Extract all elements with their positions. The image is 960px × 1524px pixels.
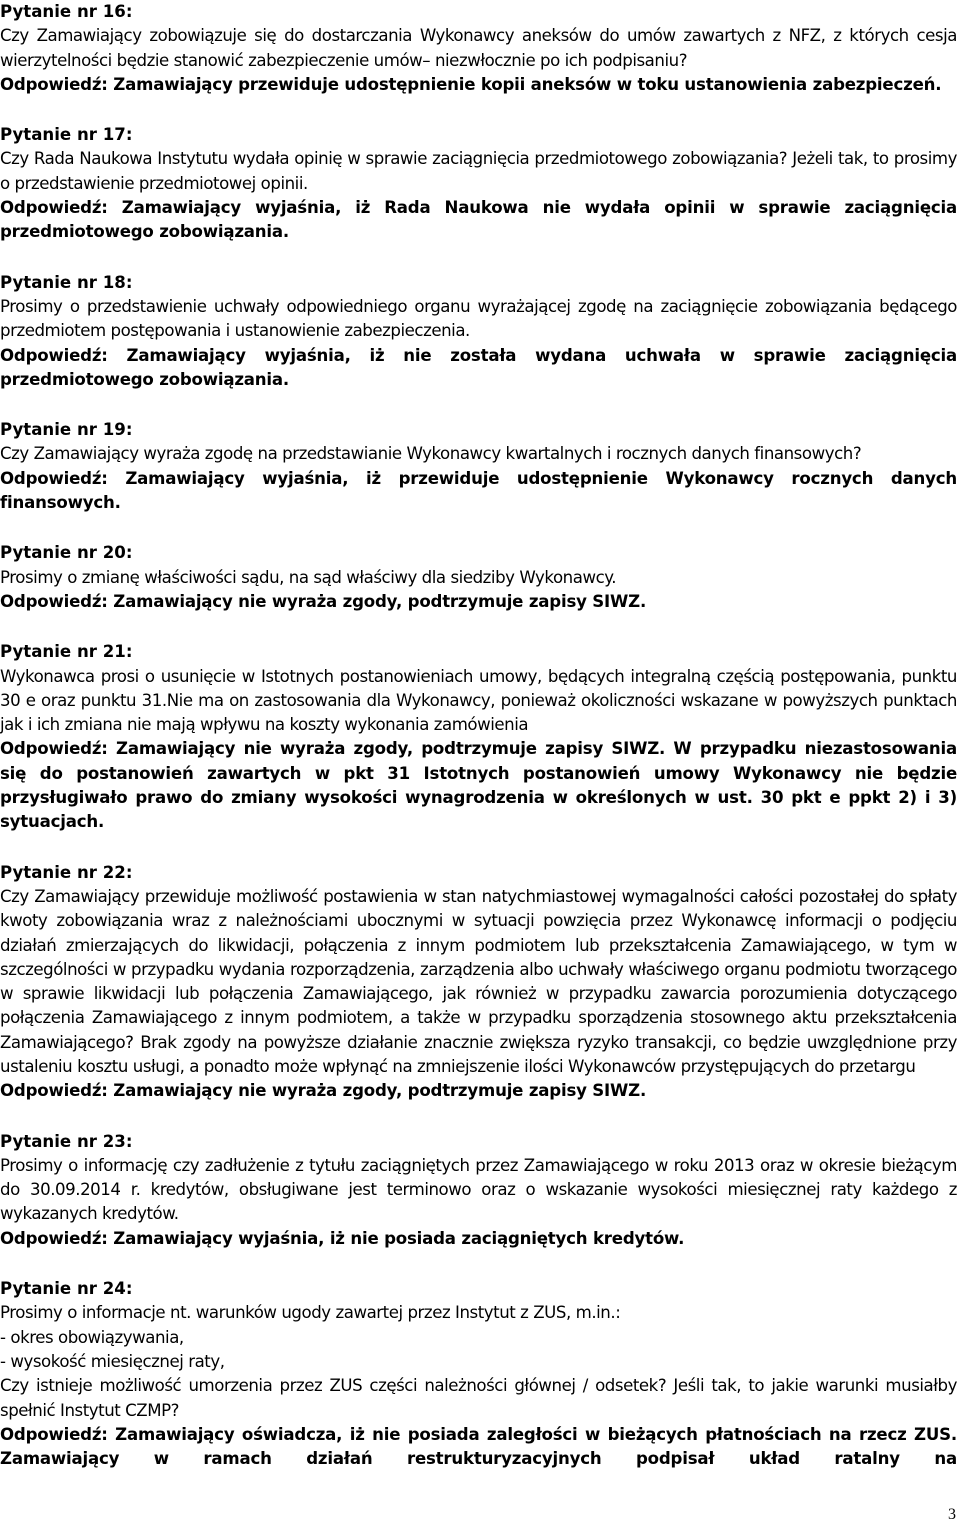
- answer-text: Odpowiedź: Zamawiający oświadcza, iż nie posiada zaległości w bieżących płatnościach na rzecz ZUS. Zamawiający w ramach działań restrukturyzacyjnych podpisał układ ratalny na: [0, 1424, 957, 1469]
- question-block-16: [0, 0, 957, 97]
- question-title: Pytanie nr 16:: [0, 2, 133, 21]
- question-block-17: [0, 123, 957, 244]
- answer-text: Odpowiedź: Zamawiający nie wyraża zgody, podtrzymuje zapisy SIWZ.: [0, 1081, 647, 1101]
- question-text: Prosimy o zmianę właściwości sądu, na sąd właściwy dla siedziby Wykonawcy.: [0, 567, 617, 587]
- question-block-18: [0, 271, 957, 392]
- page-number: 3: [948, 1506, 956, 1523]
- question-title: Pytanie nr 19:: [0, 420, 133, 440]
- question-title: Pytanie nr 18:: [0, 272, 133, 292]
- question-block-19: [0, 418, 957, 515]
- question-block-22: [0, 861, 957, 1104]
- question-title: Pytanie nr 17:: [0, 125, 133, 145]
- answer-text: Odpowiedź: Zamawiający wyjaśnia, iż przewiduje udostępnienie Wykonawcy rocznych danych finansowych.: [0, 468, 957, 513]
- answer-text: Odpowiedź: Zamawiający wyjaśnia, iż Rada Naukowa nie wydała opinii w sprawie zaciągnięcia przedmiotowego zobowiązania.: [0, 198, 957, 242]
- answer-text: Odpowiedź: Zamawiający wyjaśnia, iż nie posiada zaciągniętych kredytów.: [0, 1228, 685, 1248]
- question-text: Wykonawca prosi o usunięcie w Istotnych postanowieniach umowy, będących integralną częścią postępowania, punktu 30 e oraz punktu 31.Nie ma on zastosowania dla Wykonawcy, ponieważ okoliczności wskazane w powyższych punktach jak i ich zmiana nie mają wpływu na koszty wykonania zamówienia: [0, 666, 957, 735]
- question-block-20: [0, 541, 957, 614]
- question-list-item: - okres obowiązywania,: [0, 1327, 184, 1347]
- question-text: Czy istnieje możliwość umorzenia przez ZUS części należności głównej / odsetek? Jeśli tak, to jakie warunki musiałby spełnić Instytut CZMP?: [0, 1376, 957, 1420]
- question-list-item: - wysokość miesięcznej raty,: [0, 1351, 225, 1371]
- question-text: Czy Zamawiający wyraża zgodę na przedstawianie Wykonawcy kwartalnych i rocznych danych finansowych?: [0, 444, 862, 464]
- question-title: Pytanie nr 20:: [0, 543, 133, 563]
- question-title: Pytanie nr 21:: [0, 642, 133, 662]
- question-text: Czy Zamawiający zobowiązuje się do dostarczania Wykonawcy aneksów do umów zawartych z NFZ, z których cesja wierzytelności będzie stanowić zabezpieczenie umów– niezwłocznie po ich podpisaniu?: [0, 26, 957, 70]
- answer-text: Odpowiedź: Zamawiający nie wyraża zgody, podtrzymuje zapisy SIWZ. W przypadku niezastosowania się do postanowień zawartych w pkt 31 Istotnych postanowień umowy Wykonawcy nie będzie przysługiwało prawo do zmiany wysokości wynagrodzenia w określonych w ust. 30 pkt e ppkt 2) i 3) sytuacjach.: [0, 739, 957, 832]
- answer-text: Odpowiedź: Zamawiający wyjaśnia, iż nie została wydana uchwała w sprawie zaciągnięcia przedmiotowego zobowiązania.: [0, 345, 957, 389]
- answer-text: Odpowiedź: Zamawiający przewiduje udostępnienie kopii aneksów w toku ustanowienia zabezpieczeń.: [0, 74, 942, 94]
- question-text: Czy Zamawiający przewiduje możliwość postawienia w stan natychmiastowej wymagalności całości pozostałej do spłaty kwoty zobowiązania wraz z należnościami ubocznymi w sytuacji powzięcia przez Wykonawcę informacji o podjęciu działań zmierzających do likwidacji, połączenia z innym podmiotem lub przekształcenia Zamawiającego, w tym w szczególności w przypadku wydania rozporządzenia, zarządzenia albo uchwały właściwego organu podmiotu tworzącego w sprawie likwidacji lub połączenia Zamawiającego, jak również w przypadku zawarcia porozumienia dotyczącego połączenia Zamawiającego z innym podmiotem, a także w przypadku sporządzenia stosownego aktu przekształcenia Zamawiającego? Brak zgody na powyższe działanie znacznie zwiększa ryzyko transakcji, co będzie uwzględnione przy ustaleniu kosztu usługi, a ponadto może wpłynąć na zmniejszenie ilości Wykonawców przystępujących do przetargu: [0, 886, 957, 1076]
- question-text: Prosimy o przedstawienie uchwały odpowiedniego organu wyrażającej zgodę na zaciągnięcie zobowiązania będącego przedmiotem postępowania i ustanowienie zabezpieczenia.: [0, 296, 957, 341]
- question-intro: Prosimy o informacje nt. warunków ugody zawartej przez Instytut z ZUS, m.in.:: [0, 1303, 621, 1323]
- question-title: Pytanie nr 24:: [0, 1279, 133, 1299]
- question-title: Pytanie nr 23:: [0, 1131, 133, 1151]
- question-block-21: [0, 640, 957, 834]
- answer-text: Odpowiedź: Zamawiający nie wyraża zgody, podtrzymuje zapisy SIWZ.: [0, 591, 647, 611]
- question-title: Pytanie nr 22:: [0, 862, 133, 882]
- question-block-23: [0, 1130, 957, 1251]
- question-block-24: [0, 1277, 957, 1471]
- question-text: Prosimy o informację czy zadłużenie z tytułu zaciągniętych przez Zamawiającego w roku 2013 oraz w okresie bieżącym do 30.09.2014 r. kredytów, obsługiwane jest terminowo oraz o wskazanie wysokości miesięcznej raty każdego z wykazanych kredytów.: [0, 1155, 957, 1224]
- question-text: Czy Rada Naukowa Instytutu wydała opinię w sprawie zaciągnięcia przedmiotowego zobowiązania? Jeżeli tak, to prosimy o przedstawienie przedmiotowej opinii.: [0, 149, 957, 193]
